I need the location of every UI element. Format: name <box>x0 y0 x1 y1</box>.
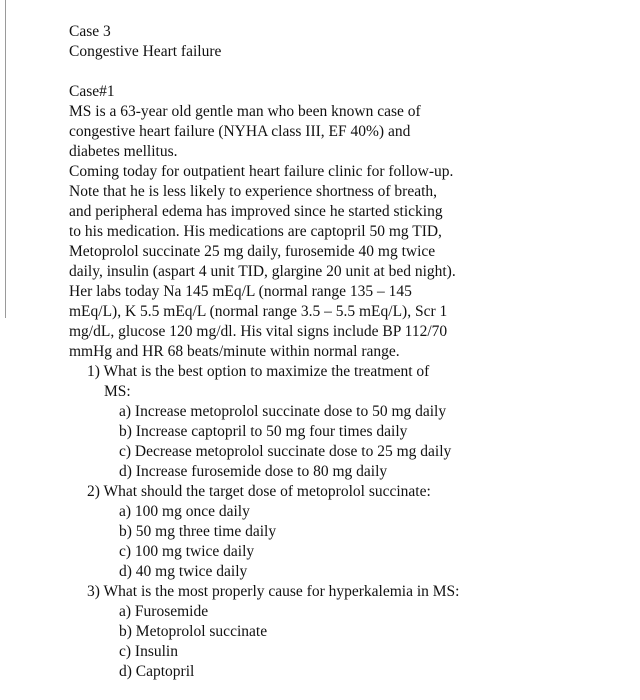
paragraph-line: to his medication. His medications are captopril 50 mg TID, <box>69 223 442 240</box>
paragraph-line: diabetes mellitus. <box>69 143 178 160</box>
document-body <box>69 22 629 682</box>
paragraph-line: Metoprolol succinate 25 mg daily, furosemide 40 mg twice <box>69 243 436 260</box>
case-heading: Case 3 <box>69 23 111 40</box>
question-2 <box>69 482 629 582</box>
answer-option: a) Increase metoprolol succinate dose to 50 mg daily <box>119 403 447 420</box>
paragraph-line: Note that he is less likely to experience shortness of breath, <box>69 183 438 200</box>
case-paragraph <box>69 102 629 362</box>
paragraph-line: MS is a 63-year old gentle man who been known case of <box>69 103 421 120</box>
question-text: 1) What is the best option to maximize the treatment of <box>87 363 430 380</box>
question-1 <box>69 362 629 482</box>
answer-option: b) Increase captopril to 50 mg four times daily <box>119 423 408 440</box>
case-subheading: Congestive Heart failure <box>69 43 222 60</box>
answer-option: d) Captopril <box>119 663 195 680</box>
paragraph-line: mEq/L), K 5.5 mEq/L (normal range 3.5 – 5.5 mEq/L), Scr 1 <box>69 303 448 320</box>
paragraph-line: Coming today for outpatient heart failure clinic for follow-up. <box>69 163 454 180</box>
paragraph-line: daily, insulin (aspart 4 unit TID, glargine 20 unit at bed night). <box>69 263 456 280</box>
answer-option: c) 100 mg twice daily <box>119 543 255 560</box>
answer-option: b) Metoprolol succinate <box>119 623 268 640</box>
answer-option: a) 100 mg once daily <box>119 503 250 520</box>
question-text: MS: <box>104 383 131 400</box>
answer-option: c) Decrease metoprolol succinate dose to 25 mg daily <box>119 443 452 460</box>
answer-option: b) 50 mg three time daily <box>119 523 277 540</box>
spacer <box>69 62 629 82</box>
left-margin-rule <box>5 0 6 318</box>
question-text: 3) What is the most properly cause for hyperkalemia in MS: <box>87 583 460 600</box>
paragraph-line: Her labs today Na 145 mEq/L (normal range 135 – 145 <box>69 283 412 300</box>
question-3 <box>69 582 629 682</box>
paragraph-line: mg/dL, glucose 120 mg/dl. His vital signs include BP 112/70 <box>69 323 448 340</box>
paragraph-line: and peripheral edema has improved since he started sticking <box>69 203 443 220</box>
answer-option: a) Furosemide <box>119 603 209 620</box>
paragraph-line: congestive heart failure (NYHA class III, EF 40%) and <box>69 123 411 140</box>
case-label: Case#1 <box>69 83 115 100</box>
answer-option: d) 40 mg twice daily <box>119 563 248 580</box>
paragraph-line: mmHg and HR 68 beats/minute within normal range. <box>69 343 400 360</box>
answer-option: d) Increase furosemide dose to 80 mg daily <box>119 463 388 480</box>
answer-option: c) Insulin <box>119 643 178 660</box>
question-text: 2) What should the target dose of metoprolol succinate: <box>87 483 431 500</box>
